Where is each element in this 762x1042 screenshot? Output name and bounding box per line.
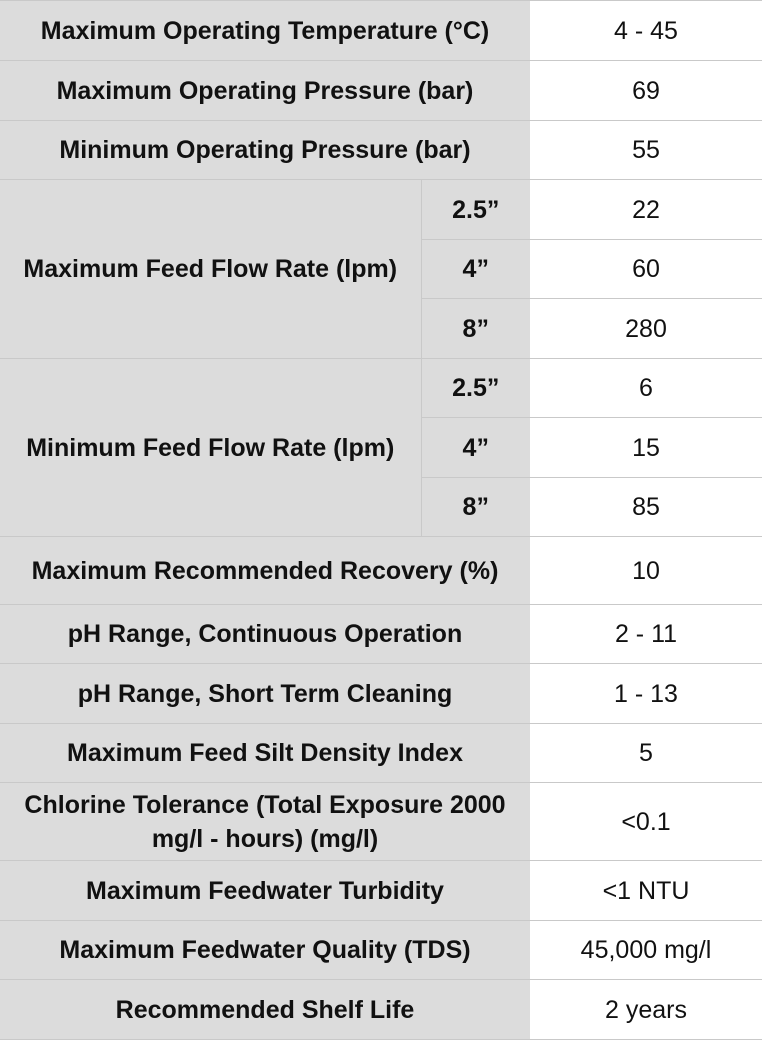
table-row [0, 921, 762, 980]
row-value: 6 [530, 359, 762, 418]
row-label: Maximum Recommended Recovery (%) [0, 537, 530, 605]
row-label: Maximum Feedwater Quality (TDS) [0, 921, 530, 980]
row-value: 69 [530, 61, 762, 121]
table-row [0, 861, 762, 921]
table-row [0, 980, 762, 1040]
row-value: 45,000 mg/l [530, 921, 762, 980]
row-label: Minimum Operating Pressure (bar) [0, 121, 530, 180]
row-label: Maximum Feed Silt Density Index [0, 724, 530, 783]
table-row [0, 724, 762, 783]
row-value: 5 [530, 724, 762, 783]
element-size: 8” [421, 478, 530, 537]
row-value: 280 [530, 299, 762, 359]
row-value: 2 years [530, 980, 762, 1040]
row-value: 22 [530, 180, 762, 240]
element-size: 8” [421, 299, 530, 359]
row-label: Maximum Feedwater Turbidity [0, 861, 530, 921]
table-row [0, 605, 762, 664]
row-value: 85 [530, 478, 762, 537]
row-value: <1 NTU [530, 861, 762, 921]
row-value: 2 - 11 [530, 605, 762, 664]
row-value: 1 - 13 [530, 664, 762, 724]
row-value: 10 [530, 537, 762, 605]
table-row [0, 359, 762, 418]
min-feed-flow-label: Minimum Feed Flow Rate (lpm) [0, 359, 421, 537]
table-row [0, 783, 762, 861]
element-size: 4” [421, 240, 530, 299]
row-label: pH Range, Continuous Operation [0, 605, 530, 664]
row-value: 15 [530, 418, 762, 478]
row-label: Recommended Shelf Life [0, 980, 530, 1040]
table-row [0, 61, 762, 121]
element-size: 2.5” [421, 180, 530, 240]
table-row [0, 537, 762, 605]
element-size: 2.5” [421, 359, 530, 418]
row-value: 4 - 45 [530, 1, 762, 61]
row-label: Chlorine Tolerance (Total Exposure 2000 mg/l - hours) (mg/l) [0, 783, 530, 861]
row-value: 60 [530, 240, 762, 299]
element-size: 4” [421, 418, 530, 478]
table-row [0, 121, 762, 180]
table-row [0, 664, 762, 724]
table-row [0, 1, 762, 61]
row-label: Maximum Operating Pressure (bar) [0, 61, 530, 121]
row-value: <0.1 [530, 783, 762, 861]
row-value: 55 [530, 121, 762, 180]
row-label: pH Range, Short Term Cleaning [0, 664, 530, 724]
row-label: Maximum Operating Temperature (°C) [0, 1, 530, 61]
table-row [0, 180, 762, 240]
max-feed-flow-label: Maximum Feed Flow Rate (lpm) [0, 180, 421, 359]
